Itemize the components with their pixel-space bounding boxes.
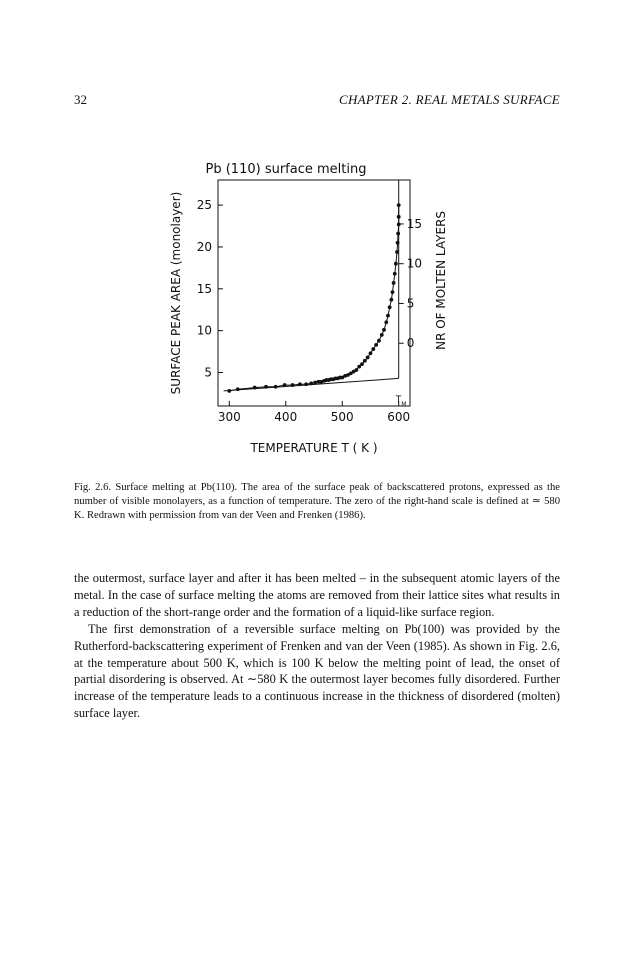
paragraph: The first demonstration of a reversible surface melting on Pb(100) was provided by the Rutherford-backscattering experiment of Frenken and van der Veen (1985). As shown in Fig. 2.6, at the temperature about 500 K, which is 100 K below the melting point of lead, the onset of partial disordering is observed. At ∼580 K the outermost layer becomes fully disordered. Further increase of the temperature leads to a continuous increase in the thickness of disordered (molten) surface layer. <box>74 621 560 721</box>
figure <box>160 155 480 465</box>
data-point <box>386 314 390 318</box>
data-point <box>396 232 400 236</box>
data-point <box>360 362 364 366</box>
data-point <box>380 333 384 337</box>
surface-melting-chart <box>160 155 480 465</box>
x-tick-label: 300 <box>217 410 241 424</box>
data-point <box>264 385 268 389</box>
x-axis-label: TEMPERATURE T ( K ) <box>250 441 378 455</box>
data-point <box>389 298 393 302</box>
data-point <box>227 389 231 393</box>
data-point <box>394 262 398 266</box>
y-tick-label: 10 <box>196 323 212 338</box>
data-point <box>377 339 381 343</box>
data-point <box>395 250 399 254</box>
chart-title: Pb (110) surface melting <box>205 162 367 177</box>
data-point <box>391 290 395 294</box>
data-point <box>236 387 240 391</box>
data-point <box>304 382 308 386</box>
running-head: CHAPTER 2. REAL METALS SURFACE <box>339 92 560 107</box>
right-tick-label: 15 <box>406 216 422 231</box>
data-point <box>363 359 367 363</box>
data-point <box>396 241 400 245</box>
data-point <box>283 383 287 387</box>
data-point <box>397 222 401 226</box>
data-point <box>374 343 378 347</box>
x-tick-label: 500 <box>330 410 354 424</box>
data-point <box>384 320 388 324</box>
y-axis-label: SURFACE PEAK AREA (monolayer) <box>169 191 183 395</box>
data-point <box>371 347 375 351</box>
tm-label: $T_M$ <box>395 395 407 408</box>
x-tick-label: 600 <box>387 410 411 424</box>
body-text <box>74 570 560 722</box>
data-point <box>313 381 317 385</box>
data-point <box>397 215 401 219</box>
data-point <box>298 382 302 386</box>
data-point <box>354 368 358 372</box>
right-tick-label: 0 <box>406 336 415 351</box>
data-point <box>388 305 392 309</box>
y-tick-label: 25 <box>196 198 212 213</box>
data-point <box>382 328 386 332</box>
data-point <box>397 203 401 207</box>
x-tick-label: 400 <box>274 410 298 424</box>
y-tick-label: 5 <box>204 365 212 380</box>
data-point <box>309 382 313 386</box>
data-point <box>274 385 278 389</box>
page-number: 32 <box>74 92 87 107</box>
paragraph: the outermost, surface layer and after it has been melted – in the subsequent atomic layers of the metal. In the case of surface melting the atoms are removed from their lattice sites what results in a reduction of the short-range order and the formation of a liquid-like surface region. <box>74 571 560 619</box>
data-point <box>291 383 295 387</box>
plot-frame <box>218 180 410 406</box>
data-point <box>369 351 373 355</box>
data-point <box>366 356 370 360</box>
right-tick-label: 10 <box>406 256 422 271</box>
right-axis-label: NR OF MOLTEN LAYERS <box>434 210 448 350</box>
y-tick-label: 15 <box>196 281 212 296</box>
data-point <box>393 272 397 276</box>
y-tick-label: 20 <box>196 239 212 254</box>
figure-caption: Fig. 2.6. Surface melting at Pb(110). The area of the surface peak of backscattered protons, expressed as the number of visible monolayers, as a function of temperature. The zero of the right-hand scale is defined at ≃ 580 K. Redrawn with permission from van der Veen and Frenken (1986). <box>74 482 560 522</box>
right-tick-label: 5 <box>406 296 415 311</box>
data-point <box>392 281 396 285</box>
data-point <box>357 365 361 369</box>
data-curve <box>229 205 398 391</box>
data-series <box>224 203 401 393</box>
data-point <box>253 386 257 390</box>
page-header <box>74 92 560 110</box>
